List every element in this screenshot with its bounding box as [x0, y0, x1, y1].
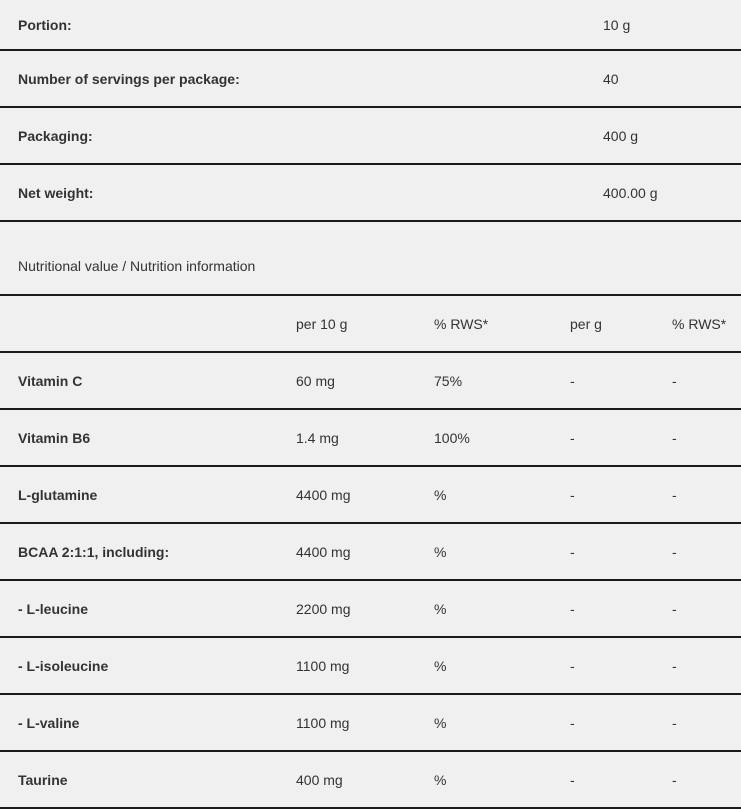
value-per-10g: 4400 mg	[296, 543, 351, 560]
info-row-portion	[0, 0, 741, 51]
value-per-g: -	[570, 714, 575, 731]
value-per-10g: 1100 mg	[296, 657, 350, 674]
section-title-row	[0, 222, 741, 296]
info-row-net-weight	[0, 165, 741, 222]
info-value: 400 g	[603, 127, 639, 144]
value-per-10g: 400 mg	[296, 771, 343, 788]
value-per-10g: 2200 mg	[296, 600, 351, 617]
value-rws-g: -	[672, 657, 677, 674]
nutrient-name: L-glutamine	[18, 486, 98, 503]
value-per-g: -	[570, 372, 575, 389]
nutrient-name: - L-isoleucine	[18, 657, 109, 674]
nutrient-name: Vitamin C	[18, 372, 83, 389]
value-rws-g: -	[672, 486, 677, 503]
nutrient-name: - L-leucine	[18, 600, 89, 617]
product-info-table	[0, 0, 741, 222]
table-row-bcaa	[0, 524, 741, 581]
info-label: Net weight:	[18, 184, 94, 201]
nutrient-name: BCAA 2:1:1, including:	[18, 543, 170, 560]
info-label: Portion:	[18, 16, 72, 33]
value-rws-g: -	[672, 714, 677, 731]
value-rws-g: -	[672, 372, 677, 389]
table-row-l-valine	[0, 695, 741, 752]
info-label: Packaging:	[18, 127, 93, 144]
value-rws-g: -	[672, 771, 677, 788]
table-row-l-leucine	[0, 581, 741, 638]
value-per-10g: 1100 mg	[296, 714, 350, 731]
nutrient-name: - L-valine	[18, 714, 80, 731]
info-label: Number of servings per package:	[18, 70, 240, 87]
value-rws-10g: %	[434, 714, 447, 731]
col-header-per-g: per g	[570, 315, 602, 332]
info-value: 10 g	[603, 16, 631, 33]
value-per-10g: 1.4 mg	[296, 429, 339, 446]
info-value: 40	[603, 70, 619, 87]
col-header-per-10g: per 10 g	[296, 315, 348, 332]
value-per-10g: 4400 mg	[296, 486, 351, 503]
table-row-l-glutamine	[0, 467, 741, 524]
info-value: 400.00 g	[603, 184, 658, 201]
value-per-g: -	[570, 657, 575, 674]
value-per-g: -	[570, 429, 575, 446]
table-row-vitamin-b6	[0, 410, 741, 467]
value-rws-10g: %	[434, 771, 447, 788]
nutrition-header-row	[0, 296, 741, 353]
nutrition-table	[0, 296, 741, 809]
value-per-g: -	[570, 771, 575, 788]
value-per-g: -	[570, 486, 575, 503]
value-rws-10g: %	[434, 657, 447, 674]
info-row-servings	[0, 51, 741, 108]
nutrient-name: Vitamin B6	[18, 429, 91, 446]
value-per-g: -	[570, 600, 575, 617]
value-rws-10g: 100%	[434, 429, 470, 446]
value-rws-10g: %	[434, 600, 447, 617]
table-row-l-isoleucine	[0, 638, 741, 695]
value-rws-g: -	[672, 429, 677, 446]
value-rws-g: -	[672, 600, 677, 617]
value-rws-10g: %	[434, 543, 447, 560]
value-rws-g: -	[672, 543, 677, 560]
value-per-10g: 60 mg	[296, 372, 335, 389]
info-row-packaging	[0, 108, 741, 165]
col-header-rws-g: % RWS*	[672, 315, 727, 332]
value-rws-10g: 75%	[434, 372, 463, 389]
section-title: Nutritional value / Nutrition information	[18, 258, 256, 274]
nutrient-name: Taurine	[18, 771, 68, 788]
table-row-taurine	[0, 752, 741, 809]
table-row-vitamin-c	[0, 353, 741, 410]
value-per-g: -	[570, 543, 575, 560]
col-header-rws-10g: % RWS*	[434, 315, 489, 332]
value-rws-10g: %	[434, 486, 447, 503]
